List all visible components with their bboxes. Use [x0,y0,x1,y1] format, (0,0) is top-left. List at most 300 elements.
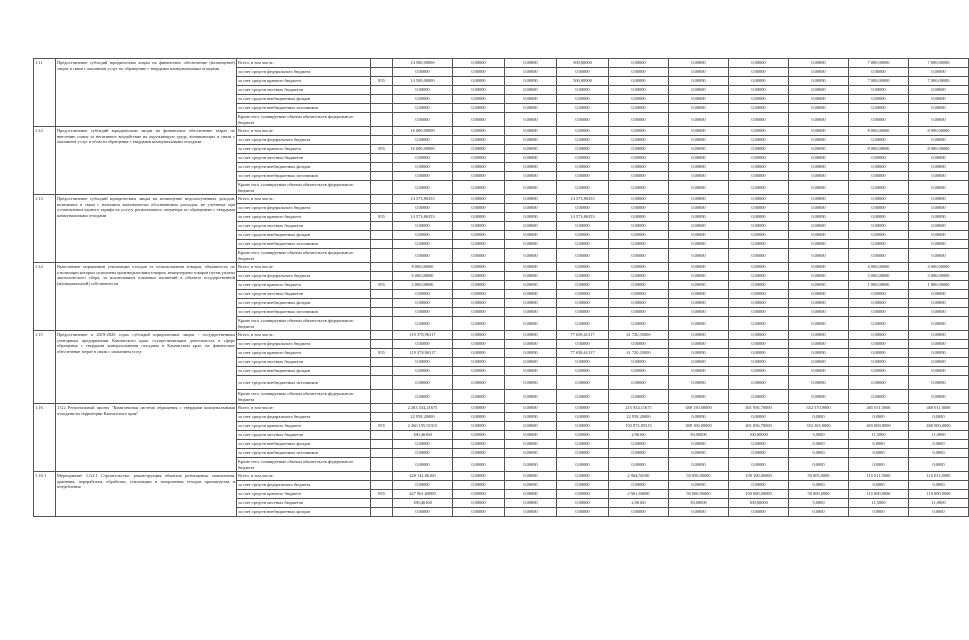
funding-source: Всего, в том числе: [237,263,371,272]
value-cell: 0,00000 [909,172,969,181]
value-cell: 0,00000 [849,195,909,204]
value-cell: 0,00000 [669,136,729,145]
value-cell: 0,00000 [729,331,789,340]
budget-code [371,263,393,272]
budget-code [371,86,393,95]
value-cell: 0,00000 [849,376,909,390]
value-cell: 0,00000 [557,95,609,104]
value-cell: 0,00000 [505,422,557,431]
value-cell: 0,00000 [557,181,609,195]
value-cell: 0,00000 [609,154,669,163]
value-cell: 0,00000 [849,204,909,213]
value-cell: 0,00000 [393,358,453,367]
value-cell: 0,00000 [609,231,669,240]
value-cell: 0,00000 [505,240,557,249]
value-cell: 0,00000 [789,299,849,308]
value-cell: 0,00000 [609,86,669,95]
value-cell: 0,00000 [669,390,729,404]
value-cell: 119 378,96317 [393,331,453,340]
value-cell: 0,00000 [729,136,789,145]
value-cell: 0,00000 [453,472,505,481]
value-cell: 0,00000 [393,308,453,317]
value-cell: 0,00000 [505,390,557,404]
budget-code [371,222,393,231]
value-cell: 0,00000 [393,172,453,181]
value-cell: 0,00000 [505,231,557,240]
funding-source: за счет средств внебюджетных источников [237,240,371,249]
value-cell: 7 000,00000 [909,77,969,86]
value-cell: 0,00000 [557,222,609,231]
value-cell: 0,00000 [609,172,669,181]
budget-code [371,449,393,458]
value-cell: 0,00000 [849,249,909,263]
value-cell: 0,00000 [669,213,729,222]
value-cell: 0,00000 [505,181,557,195]
value-cell: 0,00000 [609,222,669,231]
funding-source: за счет средств краевого бюджета [237,213,371,222]
value-cell: 0,00000 [453,231,505,240]
value-cell: 100,00000 [729,431,789,440]
value-cell: 0,00000 [393,508,453,517]
value-cell: 0,0000 [849,481,909,490]
value-cell: 0,00000 [505,449,557,458]
budget-code [371,195,393,204]
value-cell: 0,00000 [393,249,453,263]
value-cell: 0,00000 [453,281,505,290]
value-cell: 0,00000 [849,181,909,195]
value-cell: 0,00000 [729,113,789,127]
budget-code [371,358,393,367]
value-cell: 0,00000 [453,431,505,440]
value-cell: 0,00000 [393,240,453,249]
value-cell: 50 000,00000 [669,490,729,499]
value-cell: 0,00000 [505,440,557,449]
value-cell: 0,00000 [669,104,729,113]
value-cell: 3 000,00000 [909,272,969,281]
value-cell: 2 283 334,21675 [393,404,453,413]
value-cell: 0,00000 [609,77,669,86]
row-description: Предоставление субсидий юридическим лицам на финансовое обеспечение затрат по внесению платы за негативное воздействие на окружающую среду, возникающих в связи с оказанием услуг в области обращения с твердыми коммунальными отходами [56,127,237,195]
budget-code [371,154,393,163]
value-cell: 0,00000 [729,213,789,222]
funding-source: за счет средств краевого бюджета [237,349,371,358]
table-row [34,263,969,272]
value-cell: 0,00000 [729,59,789,68]
value-cell: 0,00000 [393,163,453,172]
value-cell: 0,00000 [557,154,609,163]
value-cell: 0,00000 [453,449,505,458]
value-cell: 0,00000 [669,95,729,104]
value-cell: 0,00000 [505,404,557,413]
value-cell: 7 000,00000 [849,59,909,68]
row-number: 1.13 [34,195,56,263]
value-cell: 0,00000 [557,508,609,517]
budget-code [371,404,393,413]
value-cell: 0,00000 [453,317,505,331]
value-cell: 14 500,00000 [393,59,453,68]
funding-source: за счет средств федерального бюджета [237,272,371,281]
value-cell: 0,00000 [505,458,557,472]
budget-code [371,413,393,422]
value-cell: 0,00000 [609,440,669,449]
value-cell: 0,00000 [789,195,849,204]
value-cell: 0,00000 [669,367,729,376]
value-cell: 0,00000 [789,154,849,163]
value-cell: 0,00000 [393,95,453,104]
value-cell: 0,00000 [505,281,557,290]
value-cell: 0,00000 [505,127,557,136]
value-cell: 180,46360 [393,431,453,440]
value-cell: 0,00000 [557,413,609,422]
value-cell: 0,00000 [557,127,609,136]
budget-code [371,95,393,104]
value-cell: 0,00000 [453,95,505,104]
value-cell: 0,00000 [557,367,609,376]
funding-source: Всего, в том числе: [237,331,371,340]
value-cell: 0,00000 [729,204,789,213]
value-cell: 0,00000 [789,86,849,95]
value-cell: 14 573,86353 [557,195,609,204]
funding-source: Всего, в том числе: [237,195,371,204]
value-cell: 0,00000 [849,317,909,331]
value-cell: 0,00000 [609,458,669,472]
value-cell: 0,00000 [729,290,789,299]
budget-code [371,113,393,127]
value-cell: 0,00000 [669,281,729,290]
value-cell: 41 720,35000 [609,349,669,358]
value-cell: 11,5000 [849,431,909,440]
budget-code [371,68,393,77]
value-cell: 0,00000 [789,127,849,136]
budget-code: 855 [371,213,393,222]
value-cell: 0,00000 [729,358,789,367]
value-cell: 0,00000 [789,249,849,263]
value-cell: 0,0000 [909,449,969,458]
value-cell: 401 856,70000 [729,422,789,431]
value-cell: 0,00000 [557,113,609,127]
value-cell: 0,00000 [557,231,609,240]
value-cell: 0,00000 [453,499,505,508]
value-cell: 0,00000 [909,195,969,204]
value-cell: 110 000,0000 [909,490,969,499]
value-cell: 0,0000 [789,481,849,490]
funding-source: за счет средств внебюджетных фондов [237,440,371,449]
value-cell: 0,00000 [909,213,969,222]
budget-code [371,240,393,249]
value-cell: 0,00000 [453,145,505,154]
value-cell: 0,00000 [393,231,453,240]
value-cell: 0,00000 [729,195,789,204]
value-cell: 0,00000 [505,481,557,490]
budget-code [371,127,393,136]
value-cell: 0,00000 [789,136,849,145]
value-cell: 0,00000 [729,299,789,308]
value-cell: 22 958,20000 [609,413,669,422]
value-cell: 0,00000 [453,349,505,358]
value-cell: 0,00000 [393,113,453,127]
value-cell: 0,00000 [729,86,789,95]
value-cell: 2,96160 [609,499,669,508]
value-cell: 500,00000 [557,77,609,86]
value-cell: 0,00000 [609,449,669,458]
value-cell: 0,00000 [557,172,609,181]
budget-code [371,59,393,68]
budget-code [371,308,393,317]
value-cell: 0,00000 [669,340,729,349]
value-cell: 465 000,0000 [849,422,909,431]
funding-source: за счет средств федерального бюджета [237,136,371,145]
value-cell: 0,00000 [789,77,849,86]
budget-code: 855 [371,490,393,499]
value-cell: 2 260 195,55315 [393,422,453,431]
funding-source: Кроме того, планируемые объемы обязательств федерального бюджета [237,458,371,472]
row-number: 1.14 [34,263,56,331]
value-cell: 0,00000 [505,113,557,127]
value-cell: 0,00000 [393,376,453,390]
value-cell: 0,00000 [557,308,609,317]
funding-source: за счет средств внебюджетных источников [237,308,371,317]
value-cell: 0,00000 [393,458,453,472]
value-cell: 0,00000 [393,181,453,195]
table-row [34,195,969,204]
value-cell: 0,00000 [609,145,669,154]
value-cell: 50,00000 [669,499,729,508]
value-cell: 0,00000 [729,249,789,263]
value-cell: 0,00000 [909,204,969,213]
value-cell: 0,00000 [453,422,505,431]
value-cell: 0,00000 [669,127,729,136]
value-cell: 0,00000 [505,431,557,440]
table-row [34,331,969,340]
value-cell: 0,00000 [393,136,453,145]
funding-source: за счет средств краевого бюджета [237,490,371,499]
value-cell: 0,00000 [393,440,453,449]
value-cell: 0,00000 [669,299,729,308]
funding-source: Всего, в том числе: [237,472,371,481]
funding-source: за счет средств внебюджетных фондов [237,367,371,376]
table-row [34,127,969,136]
value-cell: 388 150,00000 [669,404,729,413]
funding-source: за счет средств внебюджетных источников [237,376,371,390]
value-cell: 0,00000 [557,449,609,458]
value-cell: 0,00000 [505,154,557,163]
value-cell: 0,00000 [789,213,849,222]
value-cell: 0,00000 [669,413,729,422]
value-cell: 0,00000 [453,440,505,449]
value-cell: 0,0000 [909,508,969,517]
value-cell: 0,00000 [505,59,557,68]
funding-source: за счет средств местных бюджетов [237,290,371,299]
value-cell: 0,00000 [609,299,669,308]
value-cell: 0,00000 [609,481,669,490]
value-cell: 0,00000 [669,358,729,367]
value-cell: 0,00000 [453,272,505,281]
value-cell: 0,00000 [729,240,789,249]
value-cell: 0,00000 [909,231,969,240]
value-cell: 0,00000 [609,390,669,404]
value-cell: 0,00000 [505,263,557,272]
value-cell: 115 000,0000 [849,490,909,499]
value-cell: 0,0000 [909,458,969,472]
value-cell: 2 000,00000 [393,281,453,290]
value-cell: 0,00000 [669,290,729,299]
value-cell: 1 000,00000 [849,281,909,290]
row-description: Предоставление субсидий юридическим лицам на возмещение недополученных доходов, возникших в связи с наличием экономически обоснованных расходов, не учтенных при установлении единого тарифа на услугу регионального оператора по обращению с твердыми коммунальными отходами [56,195,237,263]
value-cell: 0,00000 [669,308,729,317]
value-cell: 14 573,86353 [393,213,453,222]
value-cell: 0,00000 [849,68,909,77]
value-cell: 0,00000 [453,331,505,340]
value-cell: 50 000,0000 [789,490,849,499]
row-number: 1.16 [34,404,56,472]
budget-code [371,431,393,440]
value-cell: 0,00000 [909,308,969,317]
budget-code [371,163,393,172]
value-cell: 0,00000 [849,222,909,231]
value-cell: 1 000,00000 [909,281,969,290]
funding-source: Кроме того, планируемые объемы обязательств федерального бюджета [237,249,371,263]
funding-source: за счет средств внебюджетных источников [237,104,371,113]
value-cell: 5,0000 [789,499,849,508]
budget-code [371,331,393,340]
value-cell: 0,00000 [505,308,557,317]
value-cell: 0,00000 [453,136,505,145]
value-cell: 0,00000 [393,204,453,213]
value-cell: 0,00000 [393,104,453,113]
value-cell: 8 000,00000 [909,127,969,136]
value-cell: 0,00000 [453,172,505,181]
value-cell: 0,00000 [729,163,789,172]
value-cell: 0,00000 [505,272,557,281]
value-cell: 0,00000 [557,358,609,367]
funding-source: Кроме того, планируемые объемы обязательств федерального бюджета [237,181,371,195]
value-cell: 0,00000 [729,458,789,472]
value-cell: 0,00000 [789,145,849,154]
value-cell: 0,00000 [789,290,849,299]
value-cell: 0,00000 [789,263,849,272]
value-cell: 0,00000 [505,95,557,104]
funding-source: за счет средств краевого бюджета [237,422,371,431]
funding-source: за счет средств федерального бюджета [237,68,371,77]
value-cell: 0,00000 [393,68,453,77]
value-cell: 0,00000 [557,340,609,349]
value-cell: 0,00000 [909,299,969,308]
value-cell: 0,00000 [669,86,729,95]
value-cell: 0,00000 [729,349,789,358]
value-cell: 0,0000 [849,449,909,458]
value-cell: 0,00000 [557,163,609,172]
value-cell: 0,00000 [849,172,909,181]
value-cell: 0,00000 [669,249,729,263]
value-cell: 0,00000 [505,213,557,222]
value-cell: 0,00000 [909,390,969,404]
value-cell: 0,00000 [849,331,909,340]
value-cell: 0,00000 [789,95,849,104]
value-cell: 0,00000 [557,472,609,481]
value-cell: 6 000,00000 [393,272,453,281]
value-cell: 0,00000 [609,113,669,127]
row-description: Предоставление субсидий юридическим лицам на финансовое обеспечение (возмещение) затрат в связи с оказанием услуг по обращению с твердыми коммунальными отходами [56,59,237,127]
value-cell: 0,00000 [609,281,669,290]
funding-source: за счет средств внебюджетных фондов [237,95,371,104]
value-cell: 0,00000 [453,481,505,490]
value-cell: 100 100,00000 [729,472,789,481]
budget-code [371,272,393,281]
value-cell: 0,0000 [789,449,849,458]
value-cell: 0,00000 [609,249,669,263]
value-cell: 0,00000 [789,68,849,77]
value-cell: 0,00000 [453,413,505,422]
value-cell: 0,00000 [609,163,669,172]
value-cell: 427 961,60000 [393,490,453,499]
value-cell: 465 011,5000 [849,404,909,413]
value-cell: 0,00000 [393,290,453,299]
value-cell: 0,00000 [609,181,669,195]
value-cell: 0,00000 [557,458,609,472]
funding-source: за счет средств местных бюджетов [237,358,371,367]
value-cell: 0,00000 [909,86,969,95]
value-cell: 0,00000 [849,231,909,240]
value-cell: 0,00000 [505,104,557,113]
value-cell: 2 961,60000 [609,490,669,499]
value-cell: 0,00000 [789,113,849,127]
value-cell: 0,00000 [729,272,789,281]
value-cell: 0,00000 [669,59,729,68]
value-cell: 0,00000 [557,431,609,440]
budget-code [371,181,393,195]
value-cell: 3 000,00000 [849,272,909,281]
value-cell: 0,00000 [909,317,969,331]
value-cell: 0,00000 [393,340,453,349]
budget-code [371,440,393,449]
budget-code [371,472,393,481]
value-cell: 0,00000 [557,490,609,499]
funding-source: за счет средств местных бюджетов [237,499,371,508]
value-cell: 0,00000 [669,68,729,77]
value-cell: 0,00000 [909,376,969,390]
value-cell: 0,00000 [453,222,505,231]
budget-code [371,204,393,213]
value-cell: 8 000,00000 [849,127,909,136]
value-cell: 0,00000 [453,163,505,172]
value-cell: 0,00000 [393,86,453,95]
value-cell: 0,00000 [909,163,969,172]
funding-source: Кроме того, планируемые объемы обязательств федерального бюджета [237,317,371,331]
value-cell: 0,00000 [909,154,969,163]
value-cell: 0,00000 [505,163,557,172]
value-cell: 0,00000 [505,222,557,231]
value-cell: 0,00000 [909,349,969,358]
value-cell: 0,00000 [453,376,505,390]
value-cell: 0,0000 [789,508,849,517]
value-cell: 0,00000 [909,222,969,231]
value-cell: 0,00000 [669,154,729,163]
value-cell: 0,00000 [909,331,969,340]
value-cell: 2 964,56160 [609,472,669,481]
value-cell: 0,00000 [849,299,909,308]
value-cell: 0,0000 [789,440,849,449]
value-cell: 0,00000 [789,340,849,349]
value-cell: 0,00000 [557,317,609,331]
value-cell: 0,00000 [669,376,729,390]
value-cell: 0,00000 [849,290,909,299]
row-description: Предоставление в 2019-2020 годах субсидий юридическим лицам - государственным унитарным предприятиям Камчатского края, осуществляющим деятельность в сфере обращения с твердыми коммунальными отходами в Камчатском крае, на финансовое обеспечение затрат в связи с оказанием услуг [56,331,237,404]
value-cell: 0,00000 [609,95,669,104]
row-description: 1.G2 Региональный проект "Комплексная система обращения с твердыми коммунальными отходами на территории Камчатского края" [56,404,237,472]
funding-source: Всего, в том числе: [237,404,371,413]
value-cell: 0,0000 [909,481,969,490]
value-cell: 0,00000 [505,172,557,181]
